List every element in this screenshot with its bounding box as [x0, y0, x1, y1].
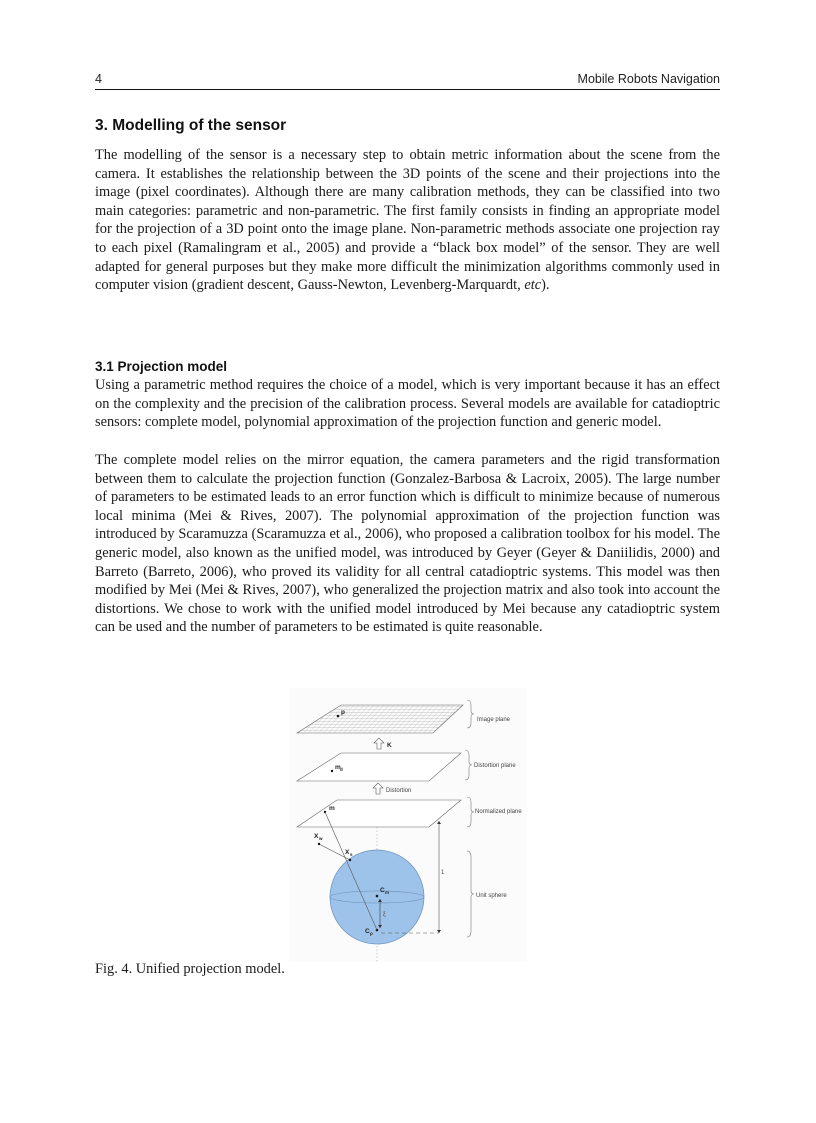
section-title: 3. Modelling of the sensor	[95, 117, 287, 134]
svg-text:s: s	[350, 852, 353, 857]
svg-text:Normalized plane: Normalized plane	[475, 809, 522, 815]
svg-text:C: C	[380, 887, 385, 894]
running-header	[95, 71, 720, 90]
subsection-paragraph-2: The complete model relies on the mirror equation, the camera parameters and the rigid transformation between them to calculate the projection function (Gonzalez-Barbosa & Lacroix, 2005). The large number of parameters to be estimated leads to an error function which is difficult to minimize because of numerous local minima (Mei & Rives, 2007). The polynomial approximation of the projection function was introduced by Scaramuzza (Scaramuzza et al., 2006), who proposed a calibration toolbox for his model. The generic model, also known as the unified model, was introduced by Geyer (Geyer & Daniilidis, 2000) and Barreto (Barreto, 2006), who proved its validity for all central catadioptric systems. This model was then modified by Mei (Mei & Rives, 2007), who generalized the projection matrix and also took into account the distortions. We chose to work with the unified model introduced by Mei because any catadioptric system can be used and the number of parameters to be estimated is quite reasonable.	[95, 452, 720, 636]
svg-text:d: d	[340, 767, 343, 772]
svg-text:w: w	[319, 836, 323, 841]
svg-text:1: 1	[441, 870, 445, 876]
page-number: 4	[95, 72, 102, 86]
svg-text:C: C	[365, 928, 370, 935]
section-paragraph	[95, 146, 720, 295]
book-title: Mobile Robots Navigation	[577, 72, 720, 86]
unified-projection-figure	[289, 688, 527, 962]
svg-text:Unit sphere: Unit sphere	[476, 893, 507, 899]
svg-text:p: p	[341, 709, 345, 716]
svg-text:ξ: ξ	[383, 912, 386, 918]
paragraph-end: ).	[541, 277, 550, 294]
svg-text:X: X	[314, 833, 319, 840]
svg-text:p: p	[370, 931, 373, 936]
svg-text:m: m	[329, 805, 335, 812]
svg-text:Distortion plane: Distortion plane	[474, 763, 516, 769]
svg-text:X: X	[345, 849, 350, 856]
subsection-title: 3.1 Projection model	[95, 359, 228, 374]
subsection-paragraph-1: Using a parametric method requires the choice of a model, which is very important because it has an effect on the complexity and the precision of the calibration process. Several models are available for catadioptric sensors: complete model, polynomial approximation of the projection function and generic model.	[95, 377, 720, 431]
paragraph-italic: etc	[524, 277, 542, 294]
figure-diagram	[289, 688, 527, 962]
svg-text:Distortion: Distortion	[386, 788, 412, 794]
svg-text:Image plane: Image plane	[477, 717, 511, 723]
svg-text:m: m	[335, 764, 341, 771]
paragraph-text: The modelling of the sensor is a necessary step to obtain metric information about the scene from the camera. It establishes the relationship between the 3D points of the scene and their projections into the image (pixel coordinates). Although there are many calibration methods, they can be classified into two main categories: parametric and non-parametric. The first family consists in finding an appropriate model for the projection of a 3D point onto the image plane. Non-parametric methods associate one projection ray to each pixel (Ramalingram et al., 2005) and provide a “black box model” of the sensor. They are well adapted for general purposes but they make more difficult the minimization algorithms commonly used in computer vision (gradient descent, Gauss-Newton, Levenberg-Marquardt,	[95, 147, 720, 294]
svg-text:K: K	[387, 742, 392, 749]
figure-caption: Fig. 4. Unified projection model.	[95, 961, 285, 977]
svg-text:m: m	[385, 890, 390, 895]
